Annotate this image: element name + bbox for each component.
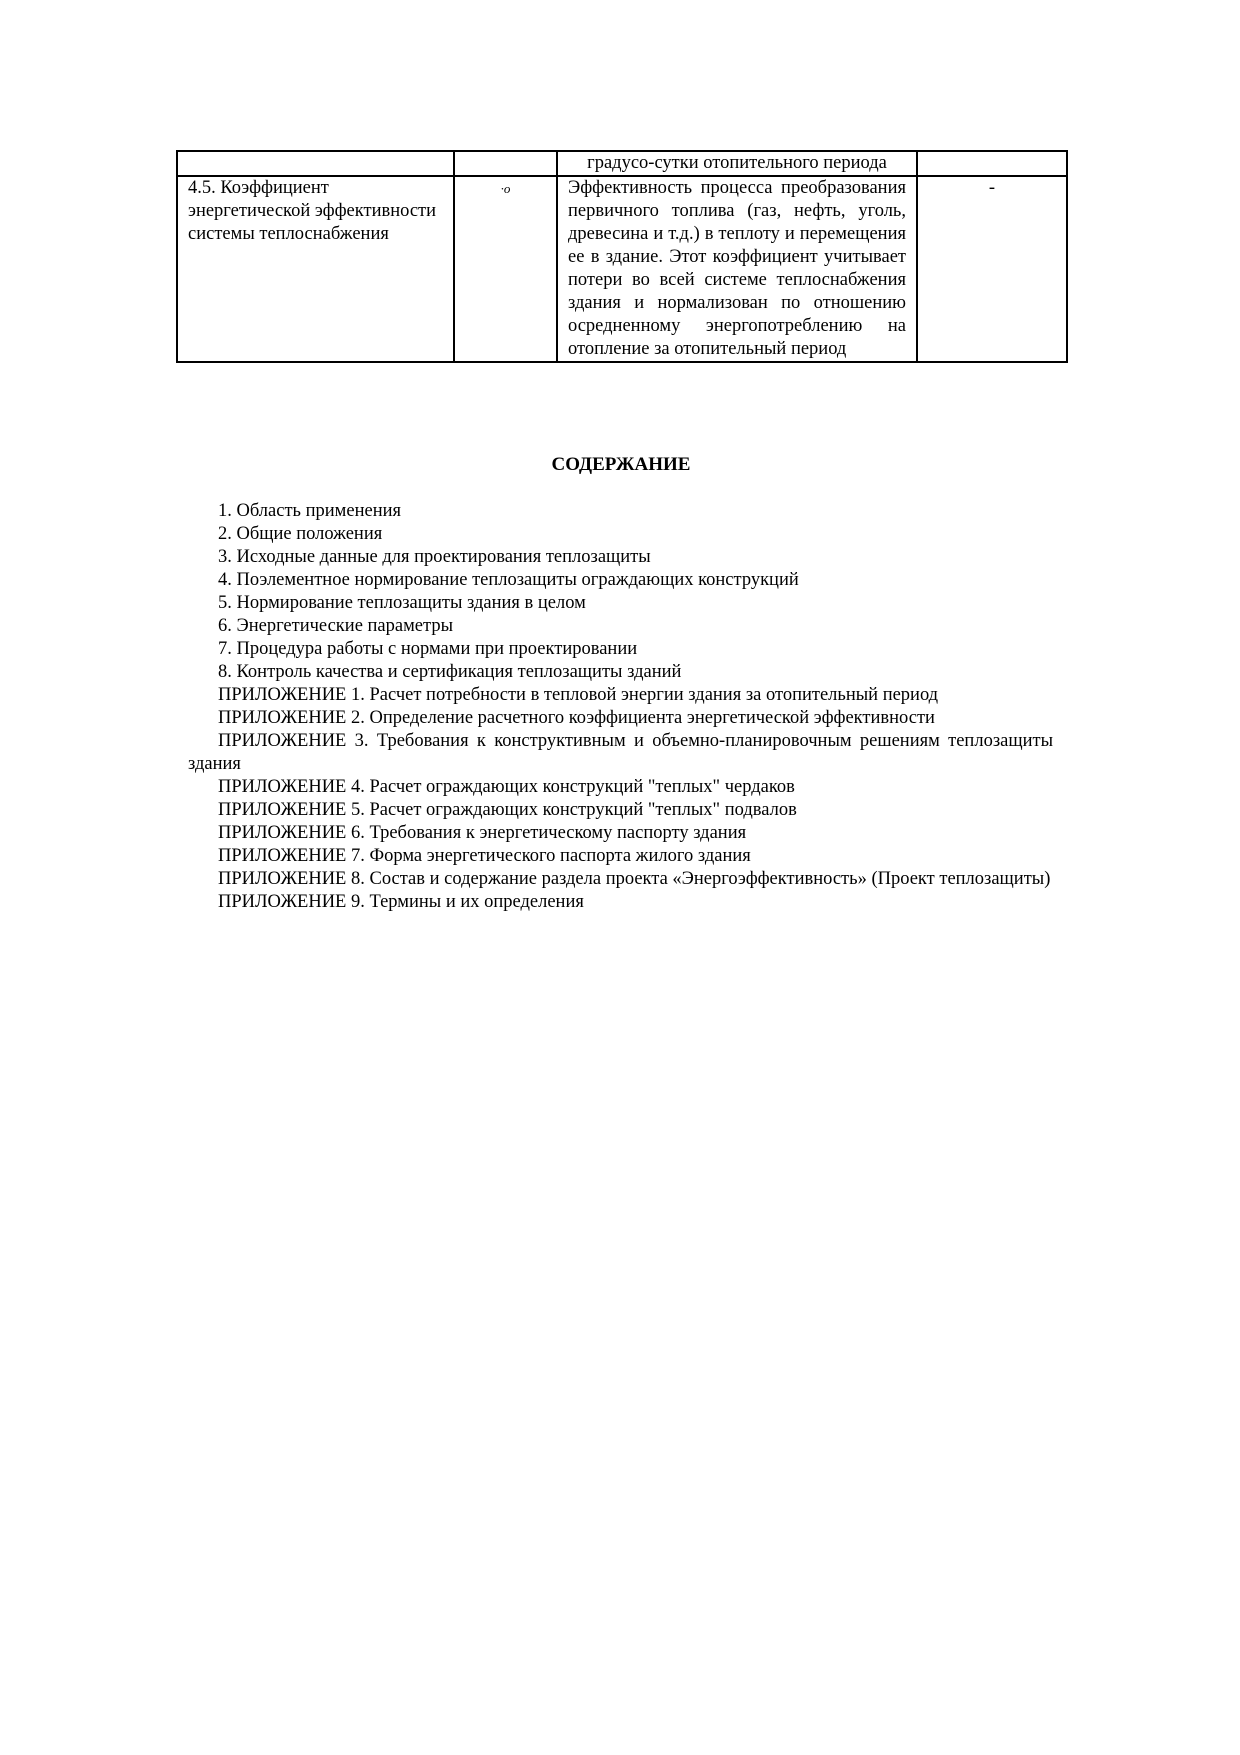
toc-item: 1. Область применения — [218, 501, 402, 521]
toc-item: 7. Процедура работы с нормами при проектировании — [218, 639, 638, 659]
parameter-name-cell — [177, 151, 454, 176]
parameter-description-cell: Эффективность процесса преобразования первичного топлива (газ, нефть, уголь, древесина и т.д.) в теплоту и перемещения ее в здание. Этот коэффициент учитывает потери во всей системе теплоснабжения здания и нормализован по отношению осредненному энергопотреблению на отопление за отопительный период — [557, 176, 917, 362]
toc-item: ПРИЛОЖЕНИЕ 6. Требования к энергетическому паспорту здания — [218, 823, 747, 843]
toc-item: 8. Контроль качества и сертификация теплозащиты зданий — [218, 662, 682, 682]
toc-item: ПРИЛОЖЕНИЕ 8. Состав и содержание раздела проекта «Энергоэффективность» (Проект теплозащиты) — [218, 869, 1051, 889]
toc-item: 2. Общие положения — [218, 524, 383, 544]
toc-item: 6. Энергетические параметры — [218, 616, 454, 636]
toc-item: ПРИЛОЖЕНИЕ 4. Расчет ограждающих конструкций "теплых" чердаков — [218, 777, 795, 797]
table-row — [177, 176, 1067, 362]
toc-item: ПРИЛОЖЕНИЕ 7. Форма энергетического паспорта жилого здания — [218, 846, 751, 866]
parameter-symbol-cell: ·o — [454, 176, 557, 362]
toc-item: ПРИЛОЖЕНИЕ 1. Расчет потребности в тепловой энергии здания за отопительный период — [218, 685, 939, 705]
parameter-name-cell: 4.5. Коэффициент энергетической эффективности системы теплоснабжения — [177, 176, 454, 362]
table-of-contents — [188, 500, 1053, 914]
parameter-unit-cell — [917, 151, 1067, 176]
parameter-symbol-cell — [454, 151, 557, 176]
toc-item: ПРИЛОЖЕНИЕ 5. Расчет ограждающих конструкций "теплых" подвалов — [218, 800, 797, 820]
table-row — [177, 151, 1067, 176]
parameters-table — [176, 150, 1068, 363]
toc-item: ПРИЛОЖЕНИЕ 2. Определение расчетного коэффициента энергетической эффективности — [218, 708, 935, 728]
parameter-unit-cell: - — [917, 176, 1067, 362]
toc-item: 5. Нормирование теплозащиты здания в целом — [218, 593, 586, 613]
toc-title: СОДЕРЖАНИЕ — [551, 454, 691, 475]
toc-item: 4. Поэлементное нормирование теплозащиты ограждающих конструкций — [218, 570, 799, 590]
toc-item: ПРИЛОЖЕНИЕ 3. Требования к конструктивным и объемно-планировочным решениям теплозащиты здания — [188, 731, 1053, 774]
toc-item: ПРИЛОЖЕНИЕ 9. Термины и их определения — [218, 892, 584, 912]
toc-item: 3. Исходные данные для проектирования теплозащиты — [218, 547, 651, 567]
parameter-description-cell: градусо-сутки отопительного периода — [557, 151, 917, 176]
